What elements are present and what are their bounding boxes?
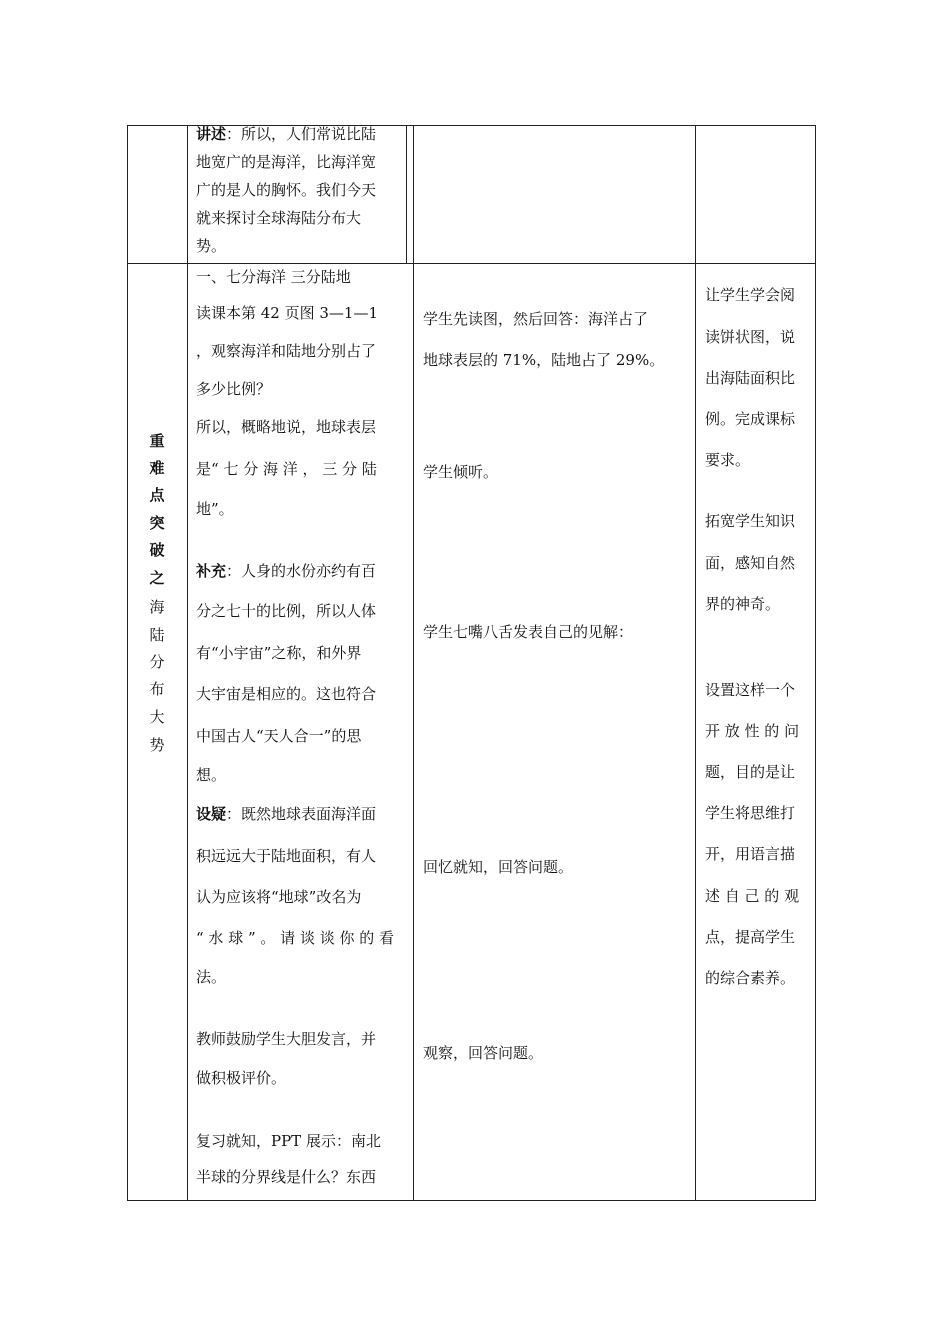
teacher-line: 读课本第 42 页图 3—1—1 [196,304,379,322]
section-char: 布 [149,680,165,698]
section-char: 大 [149,708,165,726]
teacher-heading: 一、七分海洋 三分陆地 [196,268,351,286]
col-divider-2-top [406,125,407,264]
intent-line: 开，用语言描 [705,845,796,863]
supplement-line: 中国古人“天人合一”的思 [196,727,362,745]
review-line: 半球的分界线是什么？东西 [196,1168,377,1186]
col-divider-1 [187,125,188,1201]
student-activity-line: 地球表层的 71%，陆地占了 29%。 [423,351,665,369]
row1-teacher-line-4: 就来探讨全球海陆分布大 [196,209,362,227]
student-activity-line: 学生倾听。 [423,463,499,481]
student-activity-line: 学生七嘴八舌发表自己的见解： [423,623,634,641]
intent-line: 开 放 性 的 问 [705,722,800,740]
section-char: 难 [149,459,165,477]
row1-teacher-line-2: 地宽广的是海洋，比海洋宽 [196,153,377,171]
intent-line: 述 自 己 的 观 [705,887,800,905]
row1-teacher-line-5: 势。 [196,237,227,255]
intent-line: 让学生学会阅 [705,286,796,304]
supplement-line: 想。 [196,766,227,784]
intent-line: 界的神奇。 [705,595,781,613]
doubt-label: 设疑 [196,805,227,823]
col-divider-2-bottom [413,263,414,1201]
section-char: 破 [149,541,165,559]
student-activity-line: 回忆就知，回答问题。 [423,858,574,876]
review-line: 复习就知，PPT 展示：南北 [196,1132,381,1150]
teacher-line: 多少比例？ [196,380,272,398]
student-activity-line: 观察，回答问题。 [423,1044,544,1062]
doubt-line: “ 水 球 ” 。 请 谈 谈 你 的 看 [196,929,395,947]
intent-line: 设置这样一个 [705,681,796,699]
intent-line: 面，感知自然 [705,554,796,572]
supplement-line: 有“小宇宙”之称，和外界 [196,644,362,662]
col-divider-2b-top [413,125,414,264]
intent-line: 点，提高学生 [705,928,796,946]
doubt-line: 法。 [196,968,227,986]
table-bottom-border [127,1200,816,1201]
doubt-line-1: 设疑：既然地球表面海洋面 [196,805,377,823]
student-activity-line: 学生先读图，然后回答：海洋占了 [423,310,649,328]
section-char: 突 [149,514,165,532]
encourage-line: 教师鼓励学生大胆发言，并 [196,1030,377,1048]
row1-teacher-line-1: 讲述：所以，人们常说比陆 [196,125,377,143]
supplement-line: 分之七十的比例，所以人体 [196,602,377,620]
row-divider [127,263,816,264]
table-left-border [127,125,128,1201]
supplement-label: 补充 [196,562,227,580]
doubt-line: 积远远大于陆地面积，有人 [196,847,377,865]
teacher-line: 是“ 七 分 海 洋 ， 三 分 陆 [196,460,377,478]
intent-line: 出海陆面积比 [705,369,796,387]
col-divider-3 [695,125,696,1201]
section-char: 分 [149,653,165,671]
section-char: 点 [149,486,165,504]
intent-line: 读饼状图，说 [705,328,796,346]
table-right-border [815,125,816,1201]
row1-teacher-line-3: 广的是人的胸怀。我们今天 [196,181,377,199]
teacher-line: 地”。 [196,500,234,518]
section-char: 重 [149,432,165,450]
teacher-line: ，观察海洋和陆地分别占了 [196,342,377,360]
intent-line: 拓宽学生知识 [705,512,796,530]
doubt-line: 认为应该将“地球”改名为 [196,888,362,906]
section-char: 陆 [149,626,165,644]
intent-line: 要求。 [705,451,751,469]
intent-line: 的综合素养。 [705,969,796,987]
narration-label: 讲述 [196,125,227,143]
section-char: 海 [149,598,165,616]
supplement-line: 大宇宙是相应的。这也符合 [196,685,377,703]
intent-line: 学生将思维打 [705,804,796,822]
section-char: 之 [149,569,165,587]
section-char: 势 [149,736,165,754]
intent-line: 例。完成课标 [705,410,796,428]
encourage-line: 做积极评价。 [196,1069,287,1087]
intent-line: 题，目的是让 [705,763,796,781]
teacher-line: 所以，概略地说，地球表层 [196,418,377,436]
supplement-line-1: 补充：人身的水份亦约有百 [196,562,377,580]
